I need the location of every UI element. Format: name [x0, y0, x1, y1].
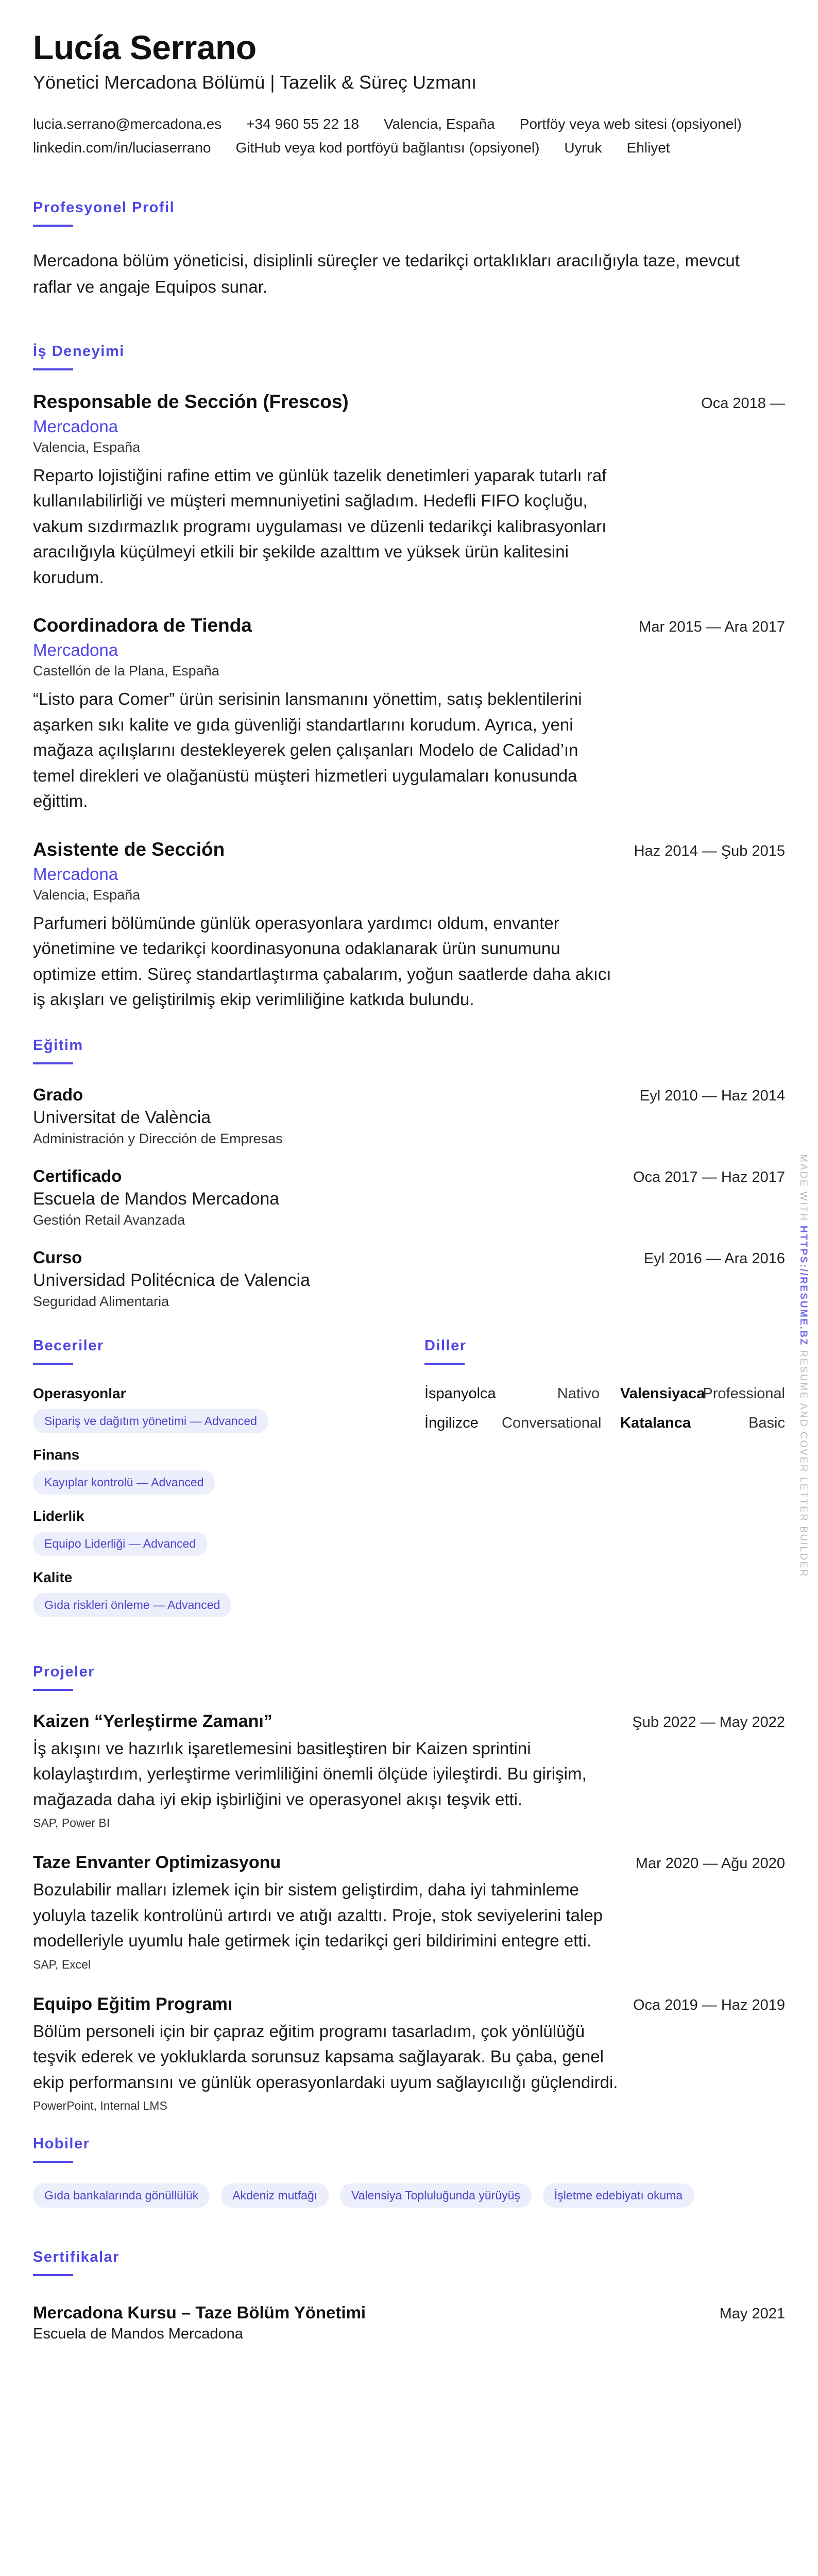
section-title-certifications: Sertifikalar	[33, 2249, 120, 2266]
skill-category: Operasyonlar	[33, 1385, 126, 1401]
section-title-profile: Profesyonel Profil	[33, 199, 175, 216]
profile-section	[33, 199, 785, 300]
experience-section	[33, 343, 785, 1012]
project-date: Şub 2022 — May 2022	[632, 1714, 785, 1731]
edu-field: Seguridad Alimentaria	[33, 1293, 169, 1309]
edu-degree: Certificado	[33, 1166, 122, 1185]
edu-field: Gestión Retail Avanzada	[33, 1212, 185, 1228]
watermark-prefix: MADE WITH	[798, 1154, 809, 1222]
hobbies-section	[33, 2136, 785, 2208]
skill-category: Finans	[33, 1446, 80, 1463]
skill-tag: Gıda riskleri önleme — Advanced	[33, 1593, 231, 1617]
section-divider	[33, 1689, 73, 1691]
skill-tag: Sipariş ve dağıtım yönetimi — Advanced	[33, 1409, 268, 1433]
contact-phone[interactable]: +34 960 55 22 18	[246, 115, 359, 132]
hobby-tag: Valensiya Topluluğunda yürüyüş	[340, 2183, 532, 2208]
project-tech: SAP, Excel	[33, 1957, 91, 1971]
hobby-tag: Akdeniz mutfağı	[221, 2183, 329, 2208]
contact-website[interactable]: Portföy veya web sitesi (opsiyonel)	[519, 115, 742, 132]
project-name: Kaizen “Yerleştirme Zamanı”	[33, 1711, 272, 1731]
project-date: Mar 2020 — Ağu 2020	[635, 1855, 785, 1872]
project-description: Bölüm personeli için bir çapraz eğitim programı tasarladım, çok yönlülüğü teşvik ederek ve yokluklarda sorunsuz kapsama sağlayarak. Bu çaba, genel ekip performansını ve günlük operasyonlardaki uyum sağlayıcılığı güçlendirdi.	[33, 2021, 618, 2092]
edu-institution: Universitat de València	[33, 1107, 211, 1127]
section-title-languages: Diller	[424, 1337, 467, 1354]
skill-group	[33, 1508, 424, 1556]
skill-category: Kalite	[33, 1569, 73, 1585]
job-location: Valencia, España	[33, 887, 141, 903]
skill-group	[33, 1385, 424, 1433]
job-date: Oca 2018 —	[701, 395, 785, 412]
project-date: Oca 2019 — Haz 2019	[633, 1996, 785, 2013]
job-description: “Listo para Comer” ürün serisinin lansmanını yönettim, satış beklentilerini aşarken sıkı kalite ve gıda güvenliği standartlarını korudum. Ayrıca, yeni mağaza açılışlarını destekleyerek gelen çalışanları Modelo de Calidad’ın temel direkleri ve olağanüstü müşteri hizmetleri uygulamaları konusunda eğittim.	[33, 689, 582, 811]
skills-languages-row	[33, 1337, 785, 1631]
language-name: Katalanca	[620, 1414, 691, 1431]
section-title-education: Eğitim	[33, 1037, 83, 1054]
language-name: İngilizce	[424, 1414, 479, 1431]
education-entry	[33, 1248, 785, 1310]
projects-section	[33, 1664, 785, 2113]
project-entry	[33, 1994, 785, 2113]
project-description: İş akışını ve hazırlık işaretlemesini basitleştiren bir Kaizen sprintini kolaylaştırdım, yerleştirme verimliliğini önemli ölçüde iyileştirdi. Bu girişim, mağazada daha iyi ekip işbirliğini ve operasyonel akışı teşvik etti.	[33, 1738, 587, 1809]
experience-entry	[33, 839, 785, 1012]
section-divider	[33, 1062, 73, 1064]
job-company: Mercadona	[33, 640, 118, 660]
languages-section	[424, 1337, 785, 1631]
project-tech: PowerPoint, Internal LMS	[33, 2099, 167, 2113]
builder-watermark	[797, 1154, 809, 1578]
job-description: Reparto lojistiğini rafine ettim ve günlük tazelik denetimleri yaparak tutarlı raf kullanılabilirliği ve müşteri memnuniyetini sağladım. Hedefli FIFO koçluğu, vakum sızdırmazlık programı uygulaması ve düzenli tedarikçi kalibrasyonları aracılığıyla küçülmeyi etkili bir şekilde azalttım ve yüksek ürün kalitesini korudum.	[33, 465, 607, 587]
watermark-suffix: RESUME AND COVER LETTER BUILDER	[798, 1350, 809, 1578]
language-level: Basic	[748, 1414, 785, 1431]
contact-license: Ehliyet	[626, 139, 670, 156]
language-name: İspanyolca	[424, 1385, 496, 1402]
certification-entry	[33, 2303, 785, 2343]
experience-entry	[33, 615, 785, 814]
section-title-projects: Projeler	[33, 1663, 95, 1680]
section-title-skills: Beceriler	[33, 1337, 104, 1354]
project-description: Bozulabilir malları izlemek için bir sistem geliştirdim, daha iyi tahminleme yoluyla tazelik kontrolünü artırdı ve atığı azalttı. Proje, stok seviyelerini talep modelleriyle uyumlu hale getirmek için tedarikçi geri bildirimini entegre etti.	[33, 1880, 603, 1951]
hobby-tag: Gıda bankalarında gönüllülük	[33, 2183, 210, 2208]
edu-field: Administración y Dirección de Empresas	[33, 1130, 283, 1146]
skill-tag: Equipo Liderliği — Advanced	[33, 1532, 207, 1556]
skill-group	[33, 1569, 424, 1617]
education-entry	[33, 1166, 785, 1228]
section-divider	[33, 2274, 73, 2276]
languages-table	[424, 1385, 785, 1432]
job-title: Coordinadora de Tienda	[33, 615, 252, 636]
profile-summary: Mercadona bölüm yöneticisi, disiplinli süreçler ve tedarikçi ortaklıkları aracılığıyla taze, mevcut raflar ve angaje Equipos sunar.	[33, 250, 740, 296]
job-company: Mercadona	[33, 864, 118, 884]
certification-name: Mercadona Kursu – Taze Bölüm Yönetimi	[33, 2303, 366, 2323]
section-divider	[424, 1363, 465, 1365]
edu-degree: Curso	[33, 1247, 82, 1267]
project-tech: SAP, Power BI	[33, 1816, 110, 1830]
section-title-hobbies: Hobiler	[33, 2136, 90, 2153]
certification-issuer: Escuela de Mandos Mercadona	[33, 2326, 243, 2343]
contact-github[interactable]: GitHub veya kod portföyü bağlantısı (opsiyonel)	[235, 139, 540, 156]
language-level: Professional	[703, 1385, 785, 1402]
education-entry	[33, 1085, 785, 1147]
edu-institution: Universidad Politécnica de Valencia	[33, 1270, 311, 1290]
edu-date: Oca 2017 — Haz 2017	[633, 1168, 785, 1185]
section-divider	[33, 1363, 73, 1365]
candidate-headline: Yönetici Mercadona Bölümü | Tazelik & Süreç Uzmanı	[33, 71, 477, 93]
section-divider	[33, 225, 73, 227]
hobby-list	[33, 2183, 785, 2208]
job-title: Asistente de Sección	[33, 838, 225, 860]
edu-degree: Grado	[33, 1084, 83, 1104]
candidate-name: Lucía Serrano	[33, 28, 257, 66]
certifications-section	[33, 2249, 785, 2343]
edu-date: Eyl 2016 — Ara 2016	[643, 1250, 785, 1267]
contact-nationality: Uyruk	[564, 139, 602, 156]
language-row	[424, 1385, 785, 1402]
contact-email[interactable]: lucia.serrano@mercadona.es	[33, 115, 222, 132]
language-row	[424, 1415, 785, 1432]
section-title-experience: İş Deneyimi	[33, 343, 125, 360]
section-divider	[33, 368, 73, 370]
skill-category: Liderlik	[33, 1507, 84, 1524]
project-name: Equipo Eğitim Programı	[33, 1994, 233, 2014]
section-divider	[33, 2161, 73, 2163]
job-description: Parfumeri bölümünde günlük operasyonlara yardımcı oldum, envanter yönetimine ve tedarikçi koordinasyonuna odaklanarak ürün sunumunu optimize ettim. Süreç standartlaştırma çabalarım, yoğun saatlerde daha akıcı iş akışları ve geliştirilmiş ekip verimliliğine katkıda bulundu.	[33, 913, 611, 1009]
job-location: Valencia, España	[33, 439, 141, 455]
skill-tag: Kayıplar kontrolü — Advanced	[33, 1470, 215, 1495]
resume-content	[33, 29, 785, 2343]
skill-group	[33, 1447, 424, 1495]
job-company: Mercadona	[33, 416, 118, 436]
edu-date: Eyl 2010 — Haz 2014	[639, 1087, 785, 1104]
contact-location: Valencia, España	[383, 115, 495, 132]
job-date: Mar 2015 — Ara 2017	[639, 619, 785, 636]
job-date: Haz 2014 — Şub 2015	[634, 842, 785, 859]
hobby-tag: İşletme edebiyatı okuma	[543, 2183, 694, 2208]
certification-date: May 2021	[719, 2306, 785, 2323]
job-location: Castellón de la Plana, España	[33, 663, 219, 679]
job-title: Responsable de Sección (Frescos)	[33, 391, 349, 412]
contact-linkedin[interactable]: linkedin.com/in/luciaserrano	[33, 139, 211, 156]
language-level: Nativo	[557, 1385, 600, 1402]
skills-section	[33, 1337, 424, 1631]
project-entry	[33, 1711, 785, 1831]
project-entry	[33, 1853, 785, 1972]
project-name: Taze Envanter Optimizasyonu	[33, 1853, 281, 1873]
resume-header	[33, 29, 785, 156]
language-name: Valensiyaca	[620, 1385, 705, 1402]
experience-entry	[33, 391, 785, 590]
edu-institution: Escuela de Mandos Mercadona	[33, 1189, 280, 1209]
education-section	[33, 1037, 785, 1310]
language-level: Conversational	[502, 1414, 602, 1431]
watermark-link[interactable]: HTTPS://RESUME.BZ	[798, 1226, 809, 1346]
contact-list	[33, 116, 785, 156]
